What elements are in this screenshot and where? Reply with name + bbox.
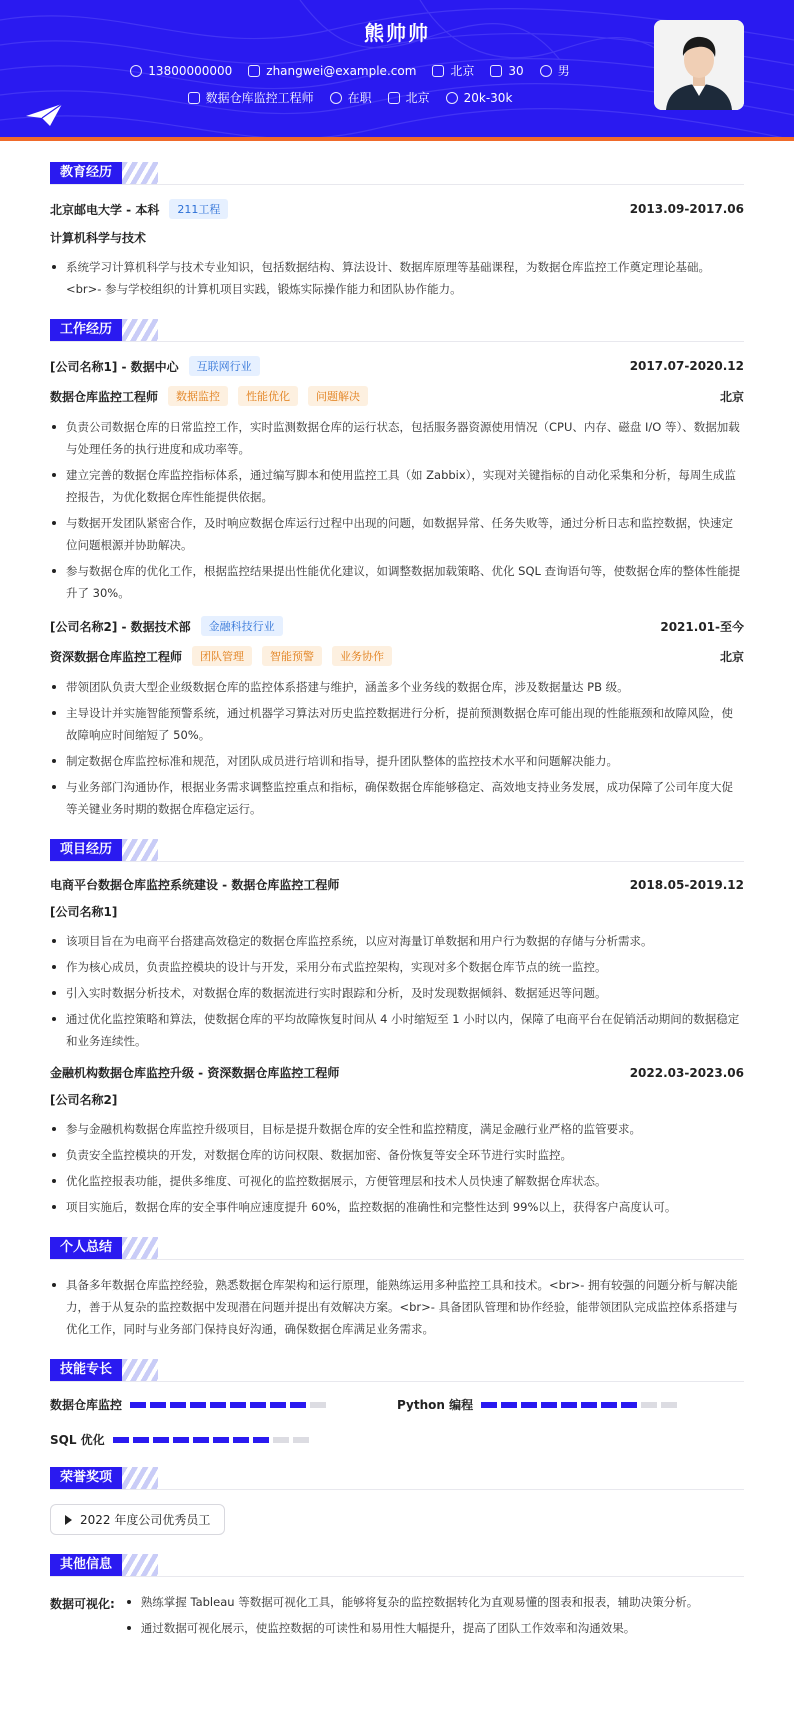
list-item: 制定数据仓库监控标准和规范，对团队成员进行培训和指导，提升团队整体的监控技术水平和问题解决能力。 — [50, 750, 744, 772]
skill-segment — [153, 1437, 169, 1443]
skill-segment — [661, 1402, 677, 1408]
role-line — [50, 646, 744, 666]
skill-segment — [173, 1437, 189, 1443]
list-item: 通过数据可视化展示，使监控数据的可读性和易用性大幅提升，提高了团队工作效率和沟通效果。 — [125, 1617, 698, 1639]
project-company: [公司名称1] — [50, 905, 118, 919]
skill-segment — [230, 1402, 246, 1408]
skill-segment — [190, 1402, 206, 1408]
skill-item — [50, 1396, 397, 1413]
phone-icon — [130, 65, 142, 77]
skill-segment — [641, 1402, 657, 1408]
avatar — [654, 20, 744, 110]
target-city-item — [388, 89, 430, 106]
work-line — [50, 616, 744, 636]
list-item: 负责安全监控模块的开发，对数据仓库的访问权限、数据加密、备份恢复等安全环节进行实时监控。 — [50, 1144, 744, 1166]
skill-tag: 性能优化 — [238, 386, 298, 406]
education-period: 2013.09-2017.06 — [629, 202, 744, 216]
skill-segment — [270, 1402, 286, 1408]
skill-segment — [250, 1402, 266, 1408]
project-period: 2018.05-2019.12 — [629, 877, 744, 892]
list-item: 熟练掌握 Tableau 等数据可视化工具，能够将复杂的监控数据转化为直观易懂的图表和报表，辅助决策分析。 — [125, 1591, 698, 1613]
other-section — [50, 1553, 744, 1655]
company-name: [公司名称1] - 数据中心 — [50, 359, 179, 374]
city-item — [432, 62, 474, 79]
target-city-text: 北京 — [405, 91, 430, 105]
skill-segment — [193, 1437, 209, 1443]
skill-tag: 智能预警 — [262, 646, 322, 666]
work-section — [50, 318, 744, 820]
salary-text: 20k-30k — [463, 90, 513, 105]
role-line — [50, 386, 744, 406]
major-name: 计算机科学与技术 — [50, 231, 147, 245]
paper-plane-icon — [24, 100, 64, 130]
list-item: 具备多年数据仓库监控经验，熟悉数据仓库架构和运行原理，能熟练运用多种监控工具和技术。<br>- 拥有较强的问题分析与解决能力，善于从复杂的监控数据中发现潜在问题并提出有效解决方案。<br>- 具备团队管理和协作经验，能带领团队完成监控体系搭建与优化工作，同时与业务部门保持良好沟通，确保数据仓库满足业务需求。 — [50, 1274, 744, 1340]
other-label: 数据可视化: — [50, 1597, 115, 1611]
skill-tag: 问题解决 — [308, 386, 368, 406]
send-icon — [188, 92, 200, 104]
work-city: 北京 — [719, 389, 744, 404]
skill-segment — [581, 1402, 597, 1408]
money-icon — [446, 92, 458, 104]
skill-segment — [130, 1402, 146, 1408]
heading-decoration — [122, 1554, 158, 1576]
skill-segment — [273, 1437, 289, 1443]
summary-section — [50, 1236, 744, 1340]
summary-bullets — [50, 1274, 744, 1340]
project-company-line — [50, 903, 744, 920]
section-heading — [50, 1236, 744, 1260]
list-item: 与数据开发团队紧密合作，及时响应数据仓库运行过程中出现的问题，如数据异常、任务失败等，通过分析日志和监控数据，快速定位问题根源并协助解决。 — [50, 512, 744, 556]
skill-level-bar — [481, 1402, 677, 1408]
skill-tag: 团队管理 — [192, 646, 252, 666]
skill-name: 数据仓库监控 — [50, 1398, 123, 1412]
section-heading — [50, 1553, 744, 1577]
list-item: 建立完善的数据仓库监控指标体系，通过编写脚本和使用监控工具（如 Zabbix），实现对关键指标的自动化采集和分析，每周生成监控报告，为优化数据仓库性能提供依据。 — [50, 464, 744, 508]
skill-segment — [310, 1402, 326, 1408]
list-item: 与业务部门沟通协作，根据业务需求调整监控重点和指标，确保数据仓库能够稳定、高效地支持业务发展，成功保障了公司年度大促等关键业务时期的数据仓库稳定运行。 — [50, 776, 744, 820]
project-bullets — [50, 930, 744, 1052]
contact-row — [120, 62, 580, 79]
list-item: 参与数据仓库的优化工作，根据监控结果提出性能优化建议，如调整数据加载策略、优化 SQL 查询语句等，使数据仓库的整体性能提升了 30%。 — [50, 560, 744, 604]
skill-segment — [290, 1402, 306, 1408]
resume-header — [0, 0, 794, 141]
heading-decoration — [122, 839, 158, 861]
other-info — [50, 1591, 744, 1655]
skill-name: SQL 优化 — [50, 1433, 105, 1447]
section-title: 荣誉奖项 — [50, 1467, 122, 1489]
education-bullets — [50, 256, 744, 300]
age-item — [490, 62, 523, 79]
list-item: 带领团队负责大型企业级数据仓库的监控体系搭建与维护，涵盖多个业务线的数据仓库，涉及数据量达 PB 级。 — [50, 676, 744, 698]
skill-segment — [113, 1437, 129, 1443]
mail-icon — [248, 65, 260, 77]
building-icon — [388, 92, 400, 104]
section-title: 工作经历 — [50, 319, 122, 341]
list-item: 通过优化监控策略和算法，使数据仓库的平均故障恢复时间从 4 小时缩短至 1 小时以内，保障了电商平台在促销活动期间的数据稳定和业务连续性。 — [50, 1008, 744, 1052]
section-heading — [50, 161, 744, 185]
work-line — [50, 356, 744, 376]
list-item: 优化监控报表功能，提供多维度、可视化的监控数据展示，方便管理层和技术人员快速了解数据仓库状态。 — [50, 1170, 744, 1192]
school-tag: 211工程 — [169, 199, 228, 219]
skill-item — [397, 1396, 744, 1413]
skill-segment — [210, 1402, 226, 1408]
candidate-name: 熊帅帅 — [364, 21, 430, 45]
list-item: 系统学习计算机科学与技术专业知识，包括数据结构、算法设计、数据库原理等基础课程，为数据仓库监控工作奠定理论基础。<br>- 参与学校组织的计算机项目实践，锻炼实际操作能力和团队协作能力。 — [50, 256, 744, 300]
home-icon — [432, 65, 444, 77]
work-bullets — [50, 416, 744, 604]
major-line — [50, 229, 744, 246]
work-period: 2021.01-至今 — [660, 619, 744, 634]
skill-segment — [253, 1437, 269, 1443]
skill-item — [50, 1431, 397, 1448]
list-item: 引入实时数据分析技术，对数据仓库的数据流进行实时跟踪和分析，及时发现数据倾斜、数据延迟等问题。 — [50, 982, 744, 1004]
email-item — [248, 62, 416, 79]
section-title: 个人总结 — [50, 1237, 122, 1259]
work-bullets — [50, 676, 744, 820]
skill-segment — [170, 1402, 186, 1408]
heading-decoration — [122, 1359, 158, 1381]
work-period: 2017.07-2020.12 — [629, 359, 744, 373]
education-section — [50, 161, 744, 300]
play-icon — [65, 1515, 72, 1525]
list-item: 该项目旨在为电商平台搭建高效稳定的数据仓库监控系统，以应对海量订单数据和用户行为数据的存储与分析需求。 — [50, 930, 744, 952]
section-title: 教育经历 — [50, 162, 122, 184]
section-title: 其他信息 — [50, 1554, 122, 1576]
skill-segment — [150, 1402, 166, 1408]
cake-icon — [490, 65, 502, 77]
skill-segment — [133, 1437, 149, 1443]
skill-segment — [293, 1437, 309, 1443]
skills-section — [50, 1358, 744, 1448]
project-line — [50, 1064, 744, 1081]
skill-level-bar — [130, 1402, 326, 1408]
skill-segment — [561, 1402, 577, 1408]
job-text: 数据仓库监控工程师 — [205, 91, 314, 105]
award-text: 2022 年度公司优秀员工 — [80, 1513, 211, 1527]
heading-decoration — [122, 1467, 158, 1489]
heading-decoration — [122, 1237, 158, 1259]
section-heading — [50, 838, 744, 862]
gender-icon — [540, 65, 552, 77]
job-item — [188, 89, 314, 106]
section-title: 项目经历 — [50, 839, 122, 861]
role-name: 资深数据仓库监控工程师 — [50, 649, 183, 664]
skills-grid — [50, 1396, 744, 1448]
other-bullets — [125, 1591, 698, 1643]
skill-segment — [501, 1402, 517, 1408]
skill-segment — [521, 1402, 537, 1408]
skill-segment — [213, 1437, 229, 1443]
award-item — [50, 1504, 225, 1535]
heading-decoration — [122, 319, 158, 341]
project-line — [50, 876, 744, 893]
project-bullets — [50, 1118, 744, 1218]
project-title: 电商平台数据仓库监控系统建设 - 数据仓库监控工程师 — [50, 878, 340, 892]
role-name: 数据仓库监控工程师 — [50, 389, 159, 404]
project-title: 金融机构数据仓库监控升级 - 资深数据仓库监控工程师 — [50, 1066, 340, 1080]
section-title: 技能专长 — [50, 1359, 122, 1381]
status-icon — [330, 92, 342, 104]
industry-tag: 互联网行业 — [189, 356, 260, 376]
gender-text: 男 — [557, 64, 570, 78]
skill-level-bar — [113, 1437, 309, 1443]
list-item: 参与金融机构数据仓库监控升级项目，目标是提升数据仓库的安全性和监控精度，满足金融行业严格的监管要求。 — [50, 1118, 744, 1140]
heading-decoration — [122, 162, 158, 184]
skill-tag: 业务协作 — [332, 646, 392, 666]
skill-segment — [541, 1402, 557, 1408]
school-name: 北京邮电大学 - 本科 — [50, 202, 160, 217]
job-row — [120, 89, 580, 106]
skill-tag: 数据监控 — [168, 386, 228, 406]
skill-segment — [601, 1402, 617, 1408]
skill-name: Python 编程 — [397, 1398, 474, 1412]
list-item: 项目实施后，数据仓库的安全事件响应速度提升 60%，监控数据的准确性和完整性达到 99%以上，获得客户高度认可。 — [50, 1196, 744, 1218]
skill-segment — [621, 1402, 637, 1408]
company-name: [公司名称2] - 数据技术部 — [50, 619, 191, 634]
city-text: 北京 — [450, 64, 475, 78]
section-heading — [50, 318, 744, 342]
status-item — [330, 89, 372, 106]
project-company: [公司名称2] — [50, 1093, 118, 1107]
work-city: 北京 — [719, 649, 744, 664]
awards-section — [50, 1466, 744, 1535]
section-heading — [50, 1358, 744, 1382]
skill-segment — [481, 1402, 497, 1408]
projects-section — [50, 838, 744, 1218]
phone-item — [130, 62, 232, 79]
education-line — [50, 199, 744, 219]
phone-text: 13800000000 — [148, 63, 233, 78]
status-text: 在职 — [347, 91, 372, 105]
list-item: 作为核心成员，负责监控模块的设计与开发，采用分布式监控架构，实现对多个数据仓库节点的统一监控。 — [50, 956, 744, 978]
section-heading — [50, 1466, 744, 1490]
age-text: 30 — [508, 63, 524, 78]
skill-segment — [233, 1437, 249, 1443]
industry-tag: 金融科技行业 — [201, 616, 283, 636]
project-company-line — [50, 1091, 744, 1108]
email-text: zhangwei@example.com — [266, 63, 417, 78]
project-period: 2022.03-2023.06 — [629, 1065, 744, 1080]
list-item: 主导设计并实施智能预警系统，通过机器学习算法对历史监控数据进行分析，提前预测数据仓库可能出现的性能瓶颈和故障风险，使故障响应时间缩短了 50%。 — [50, 702, 744, 746]
list-item: 负责公司数据仓库的日常监控工作，实时监测数据仓库的运行状态，包括服务器资源使用情况（CPU、内存、磁盘 I/O 等）、数据加载与处理任务的执行进度和成功率等。 — [50, 416, 744, 460]
salary-item — [446, 89, 513, 106]
gender-item — [540, 62, 570, 79]
